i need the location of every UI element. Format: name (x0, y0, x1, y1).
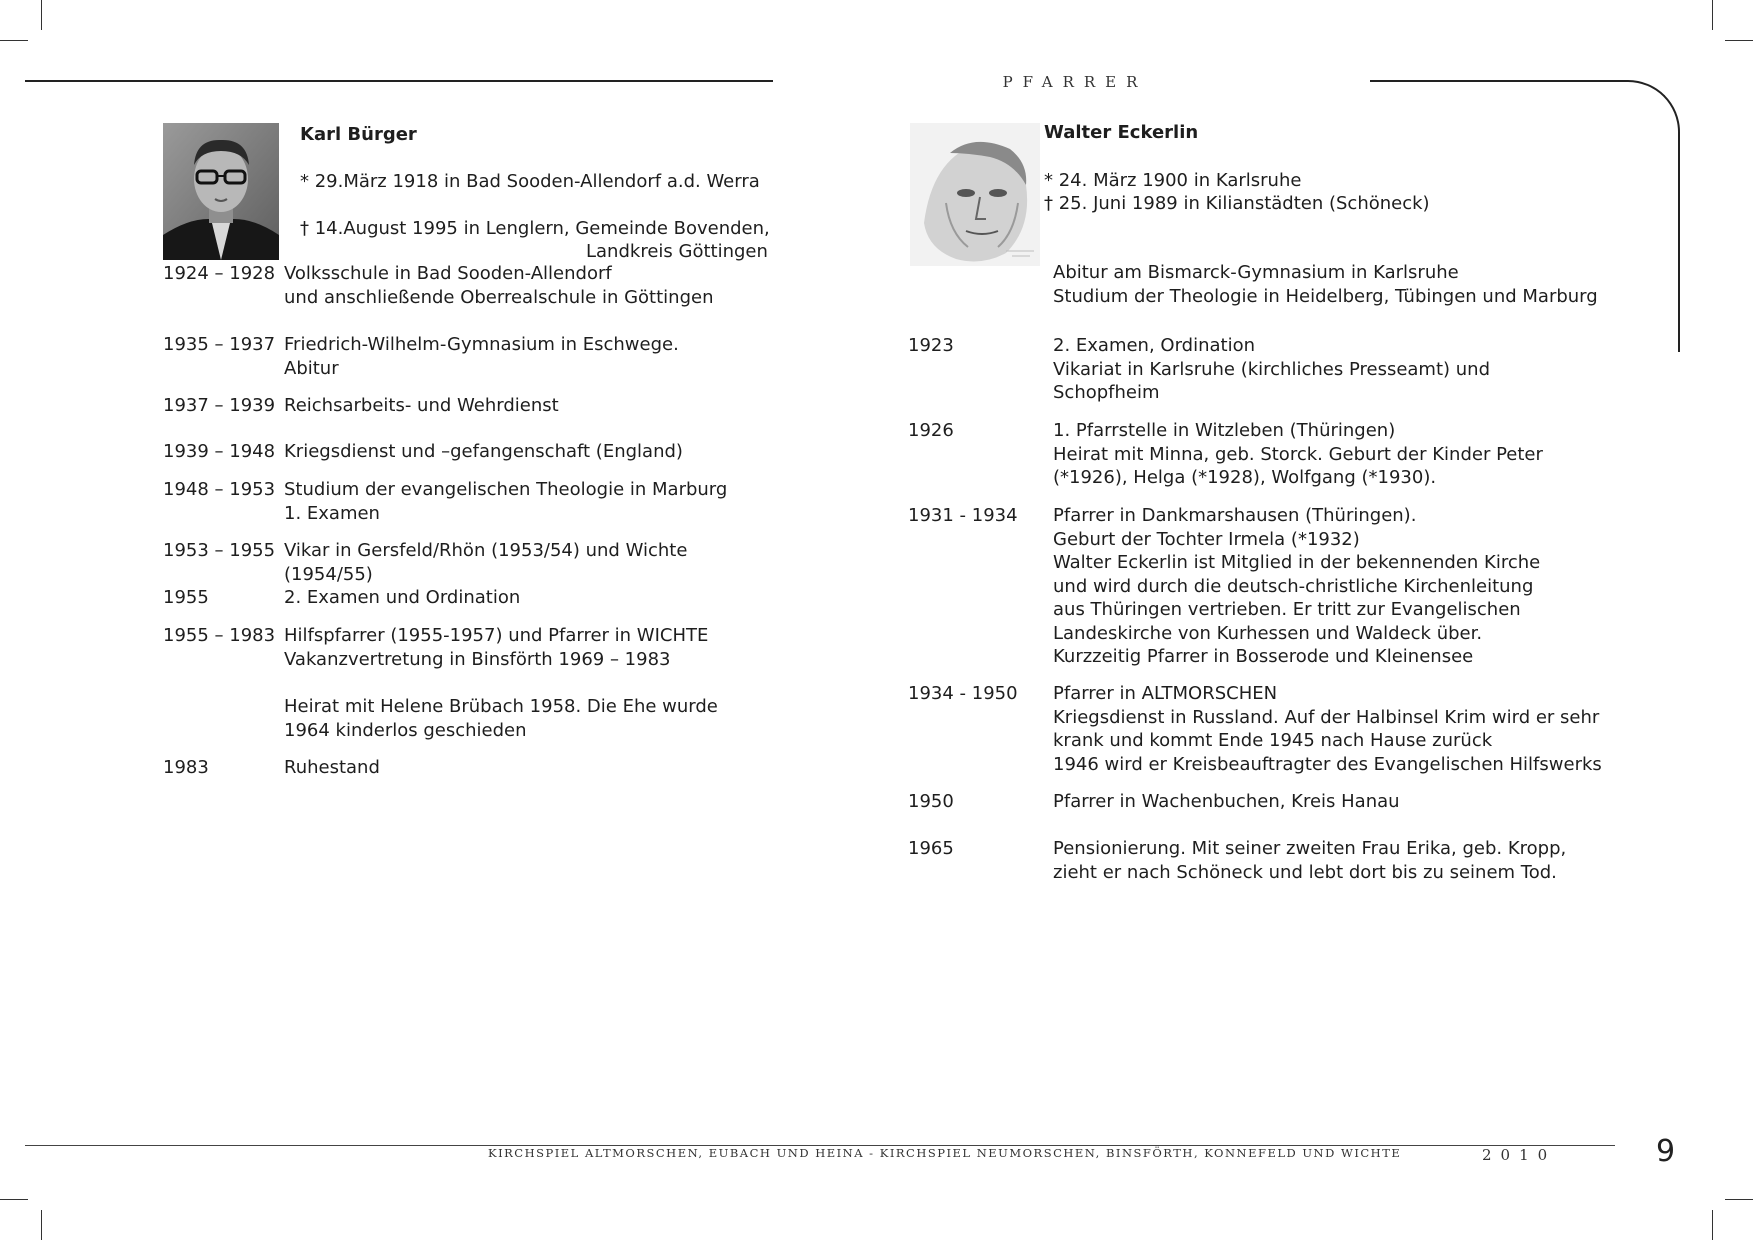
header-rule (25, 80, 773, 82)
entry-text: Kriegsdienst und –gefangenschaft (England) (284, 441, 683, 462)
entry-year: 1965 (908, 838, 954, 859)
entry-text: 1. Pfarrstelle in Witzleben (Thüringen) Heirat mit Minna, geb. Storck. Geburt der Kinder Peter (*1926), Helga (*1928), Wolfgang (*1930). (1053, 420, 1543, 488)
entry-year: 1953 – 1955 (163, 540, 276, 561)
death-line-cont: Landkreis Göttingen (586, 241, 768, 262)
footer-year: 2010 (1482, 1146, 1557, 1164)
entry-year: 1983 (163, 757, 209, 778)
birth-line: * 29.März 1918 in Bad Sooden-Allendorf a.d. Werra (300, 171, 760, 192)
crop-mark (1725, 1199, 1753, 1200)
entry-text: Ruhestand (284, 757, 380, 778)
entry-text: Pensionierung. Mit seiner zweiten Frau Erika, geb. Kropp, zieht er nach Schöneck und lebt dort bis zu seinem Tod. (1053, 838, 1567, 883)
entry-text: Pfarrer in ALTMORSCHEN Kriegsdienst in Russland. Auf der Halbinsel Krim wird er sehr krank und kommt Ende 1945 nach Hause zurück 1946 wird er Kreisbeauftragter des Evangelischen Hilfswerks (1053, 683, 1602, 775)
entry-text: Reichsarbeits- und Wehrdienst (284, 395, 559, 416)
footer-parish-text: KIRCHSPIEL ALTMORSCHEN, EUBACH UND HEINA - KIRCHSPIEL NEUMORSCHEN, BINSFÖRTH, KONNEFELD UND WICHTE (488, 1146, 1402, 1160)
entry-text: Hilfspfarrer (1955-1957) und Pfarrer in WICHTE Vakanzvertretung in Binsförth 1969 – 1983 (284, 625, 709, 670)
person-name: Walter Eckerlin (1044, 122, 1199, 143)
crop-mark (41, 1210, 42, 1240)
entry-text: Pfarrer in Wachenbuchen, Kreis Hanau (1053, 791, 1400, 812)
entry-year: 1934 - 1950 (908, 683, 1018, 704)
entry-text: Studium der evangelischen Theologie in Marburg 1. Examen (284, 479, 728, 524)
entry-text: 2. Examen, Ordination Vikariat in Karlsruhe (kirchliches Presseamt) und Schopfheim (1053, 335, 1491, 403)
death-line: † 25. Juni 1989 in Kilianstädten (Schöneck) (1044, 193, 1430, 214)
entry-year: 1924 – 1928 (163, 263, 276, 284)
crop-mark (0, 1199, 28, 1200)
crop-mark (1725, 40, 1753, 41)
entry-year: 1935 – 1937 (163, 334, 276, 355)
header-curve-rule (1370, 80, 1680, 352)
entry-text: Volksschule in Bad Sooden-Allendorf und anschließende Oberrealschule in Göttingen (284, 263, 714, 308)
page-header-title: PFARRER (1002, 73, 1148, 91)
entry-text: Abitur am Bismarck-Gymnasium in Karlsruhe Studium der Theologie in Heidelberg, Tübingen und Marburg (1053, 262, 1598, 307)
portrait-drawing-walter-eckerlin (910, 123, 1040, 266)
entry-text: Vikar in Gersfeld/Rhön (1953/54) und Wichte (1954/55) (284, 540, 688, 585)
entry-year: 1937 – 1939 (163, 395, 276, 416)
crop-mark (41, 0, 42, 30)
entry-year: 1950 (908, 791, 954, 812)
crop-mark (1712, 1210, 1713, 1240)
entry-text: 2. Examen und Ordination (284, 587, 521, 608)
entry-year: 1955 (163, 587, 209, 608)
death-line: † 14.August 1995 in Lenglern, Gemeinde Bovenden, (300, 218, 770, 239)
entry-year: 1931 - 1934 (908, 505, 1018, 526)
entry-year: 1948 – 1953 (163, 479, 276, 500)
entry-text: Heirat mit Helene Brübach 1958. Die Ehe wurde 1964 kinderlos geschieden (284, 696, 718, 741)
entry-year: 1923 (908, 335, 954, 356)
portrait-photo-karl-buerger (163, 123, 279, 260)
entry-text: Pfarrer in Dankmarshausen (Thüringen). Geburt der Tochter Irmela (*1932) Walter Eckerlin ist Mitglied in der bekennenden Kirche und wird durch die deutsch-christliche Kirchenleitung aus Thüringen vertrieben. Er tritt zur Evangelischen Landeskirche von Kurhessen und Waldeck über. Kurzzeitig Pfarrer in Bosserode und Kleinensee (1053, 505, 1541, 667)
crop-mark (1712, 0, 1713, 30)
entry-text: Friedrich-Wilhelm-Gymnasium in Eschwege. Abitur (284, 334, 679, 379)
page-number: 9 (1656, 1134, 1676, 1169)
crop-mark (0, 40, 28, 41)
person-name: Karl Bürger (300, 124, 417, 145)
entry-year: 1955 – 1983 (163, 625, 276, 646)
entry-year: 1939 – 1948 (163, 441, 276, 462)
birth-line: * 24. März 1900 in Karlsruhe (1044, 170, 1302, 191)
entry-year: 1926 (908, 420, 954, 441)
